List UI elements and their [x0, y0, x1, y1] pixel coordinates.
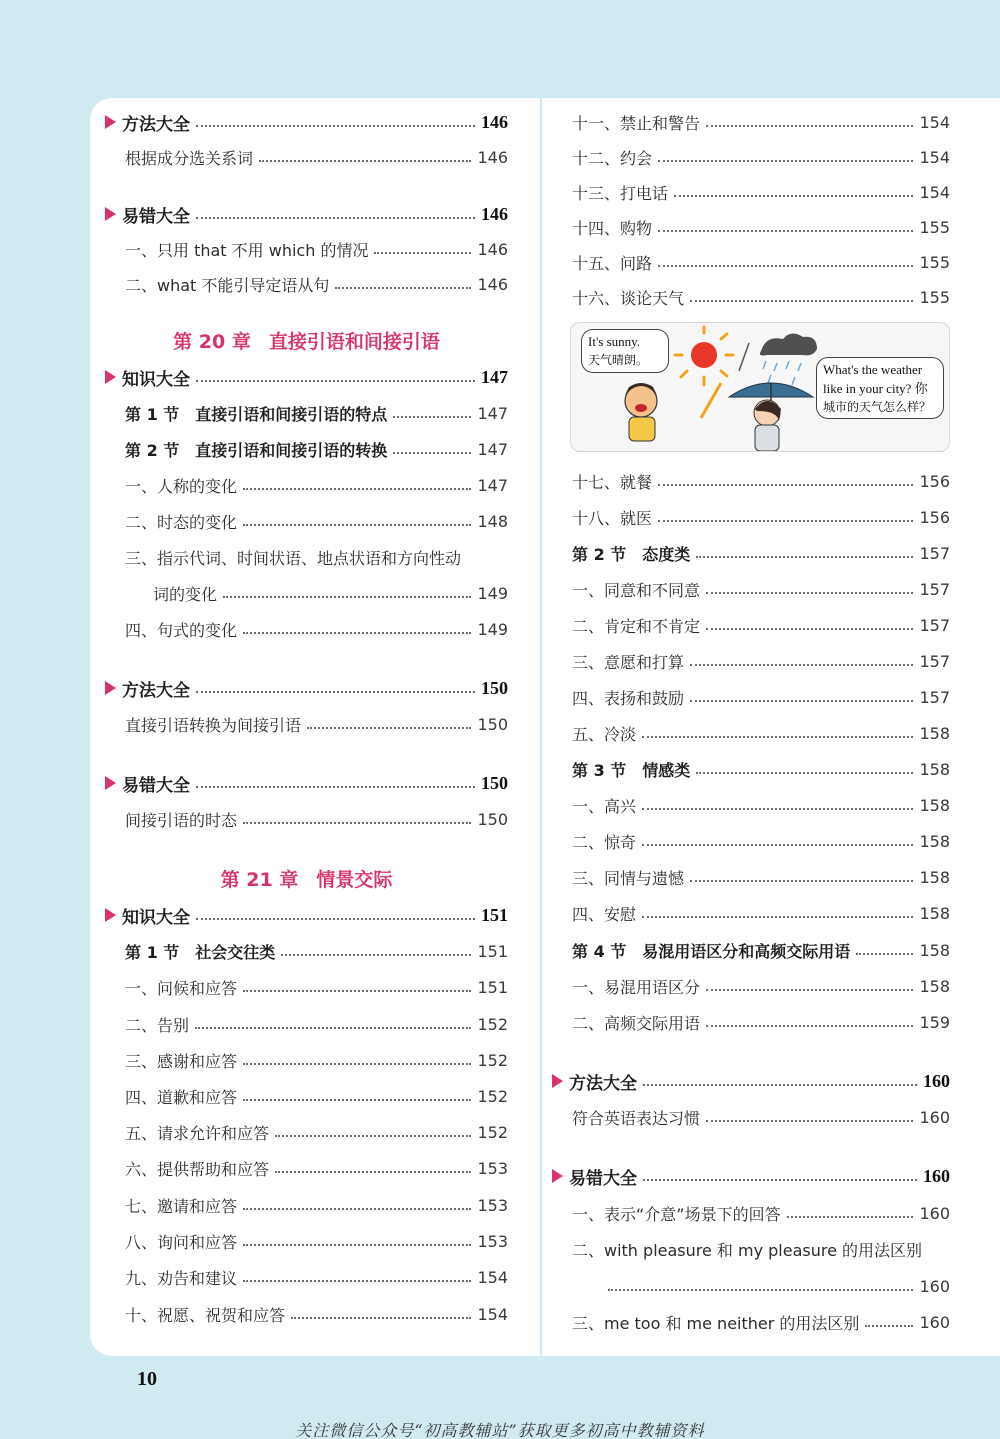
toc-entry[interactable]: 三、同情与遗憾 158 — [572, 867, 950, 888]
toc-subsection[interactable]: 第 3 节 情感类 158 — [572, 759, 950, 780]
toc-section-methods[interactable]: 方法大全 150 — [105, 673, 508, 703]
toc-entry[interactable]: 二、惊奇 158 — [572, 831, 950, 852]
toc-section-errors[interactable]: 易错大全 160 — [552, 1161, 950, 1191]
toc-entry[interactable]: 十二、约会 154 — [572, 147, 950, 168]
toc-section-knowledge[interactable]: 知识大全 147 — [105, 362, 508, 392]
speech-bubble-right: What's the weather like in your city? 你 城市的天气怎么样？ — [816, 357, 944, 419]
toc-entry[interactable]: 四、安慰 158 — [572, 903, 950, 924]
footer-watermark: 关注微信公众号“初高教辅站”获取更多初高中教辅资料 — [295, 1421, 705, 1439]
toc-entry[interactable]: 五、冷淡 158 — [572, 723, 950, 744]
toc-entry[interactable]: 直接引语转换为间接引语 150 — [125, 714, 508, 735]
triangle-bullet-icon — [552, 1074, 563, 1088]
toc-entry[interactable]: 十五、问路 155 — [572, 252, 950, 273]
column-divider — [540, 98, 542, 1356]
triangle-bullet-icon — [105, 207, 116, 221]
triangle-bullet-icon — [105, 776, 116, 790]
toc-entry[interactable]: 十四、购物 155 — [572, 217, 950, 238]
toc-entry[interactable]: 十八、就医 156 — [572, 507, 950, 528]
toc-subsection[interactable]: 第 4 节 易混用语区分和高频交际用语 158 — [572, 940, 950, 961]
toc-entry[interactable]: 八、询问和应答 153 — [125, 1231, 508, 1252]
toc-entry[interactable]: 四、道歉和应答 152 — [125, 1086, 508, 1107]
toc-entry[interactable]: 五、请求允许和应答 152 — [125, 1122, 508, 1143]
toc-entry[interactable]: 一、人称的变化 147 — [125, 475, 508, 496]
toc-entry[interactable]: 间接引语的时态 150 — [125, 809, 508, 830]
toc-entry[interactable]: 十六、谈论天气 155 — [572, 287, 950, 308]
toc-subsection[interactable]: 第 2 节 直接引语和间接引语的转换 147 — [125, 439, 508, 460]
toc-section-methods[interactable]: 方法大全 146 — [105, 107, 508, 137]
toc-entry[interactable]: 一、只用 that 不用 which 的情况 146 — [125, 239, 508, 260]
toc-entry[interactable]: 三、me too 和 me neither 的用法区别 160 — [572, 1312, 950, 1333]
triangle-bullet-icon — [105, 681, 116, 695]
triangle-bullet-icon — [105, 370, 116, 384]
toc-entry-continued[interactable]: 词的变化 149 — [153, 583, 508, 604]
toc-section-knowledge[interactable]: 知识大全 151 — [105, 900, 508, 930]
toc-subsection[interactable]: 第 2 节 态度类 157 — [572, 543, 950, 564]
toc-entry[interactable]: 三、指示代词、时间状语、地点状语和方向性动 — [125, 548, 462, 568]
toc-entry[interactable]: 三、意愿和打算 157 — [572, 651, 950, 672]
toc-entry[interactable]: 九、劝告和建议 154 — [125, 1267, 508, 1288]
toc-entry[interactable]: 二、肯定和不肯定 157 — [572, 615, 950, 636]
triangle-bullet-icon — [552, 1169, 563, 1183]
weather-illustration — [570, 322, 950, 452]
toc-entry[interactable]: 一、问候和应答 151 — [125, 977, 508, 998]
toc-entry[interactable]: 一、易混用语区分 158 — [572, 976, 950, 997]
toc-entry[interactable]: 七、邀请和应答 153 — [125, 1195, 508, 1216]
chapter-heading-20[interactable]: 第 20 章 直接引语和间接引语 — [173, 331, 440, 353]
toc-entry-continued[interactable]: 160 — [552, 1271, 950, 1301]
toc-entry[interactable]: 一、高兴 158 — [572, 795, 950, 816]
toc-entry[interactable]: 十七、就餐 156 — [572, 471, 950, 492]
toc-section-errors[interactable]: 易错大全 146 — [105, 199, 508, 229]
page-number: 10 — [137, 1368, 157, 1390]
toc-entry[interactable]: 十三、打电话 154 — [572, 182, 950, 203]
toc-entry[interactable]: 六、提供帮助和应答 153 — [125, 1158, 508, 1179]
toc-subsection[interactable]: 第 1 节 社会交往类 151 — [125, 941, 508, 962]
toc-entry[interactable]: 二、告别 152 — [125, 1014, 508, 1035]
toc-entry[interactable]: 根据成分选关系词 146 — [125, 147, 508, 168]
toc-entry[interactable]: 符合英语表达习惯 160 — [572, 1107, 950, 1128]
toc-entry[interactable]: 三、感谢和应答 152 — [125, 1050, 508, 1071]
toc-entry[interactable]: 十一、禁止和警告 154 — [572, 112, 950, 133]
toc-entry[interactable]: 二、高频交际用语 159 — [572, 1012, 950, 1033]
toc-entry[interactable]: 二、what 不能引导定语从句 146 — [125, 274, 508, 295]
speech-bubble-left: It's sunny. 天气晴朗。 — [581, 329, 669, 373]
triangle-bullet-icon — [105, 115, 116, 129]
toc-section-methods[interactable]: 方法大全 160 — [552, 1066, 950, 1096]
toc-section-errors[interactable]: 易错大全 150 — [105, 768, 508, 798]
toc-entry[interactable]: 二、with pleasure 和 my pleasure 的用法区别 — [572, 1240, 923, 1260]
toc-entry[interactable]: 二、时态的变化 148 — [125, 511, 508, 532]
chapter-heading-21[interactable]: 第 21 章 情景交际 — [220, 869, 393, 891]
toc-entry[interactable]: 一、表示“介意”场景下的回答 160 — [572, 1203, 950, 1224]
toc-entry[interactable]: 四、句式的变化 149 — [125, 619, 508, 640]
toc-entry[interactable]: 十、祝愿、祝贺和应答 154 — [125, 1304, 508, 1325]
toc-entry[interactable]: 四、表扬和鼓励 157 — [572, 687, 950, 708]
triangle-bullet-icon — [105, 908, 116, 922]
toc-subsection[interactable]: 第 1 节 直接引语和间接引语的特点 147 — [125, 403, 508, 424]
toc-entry[interactable]: 一、同意和不同意 157 — [572, 579, 950, 600]
